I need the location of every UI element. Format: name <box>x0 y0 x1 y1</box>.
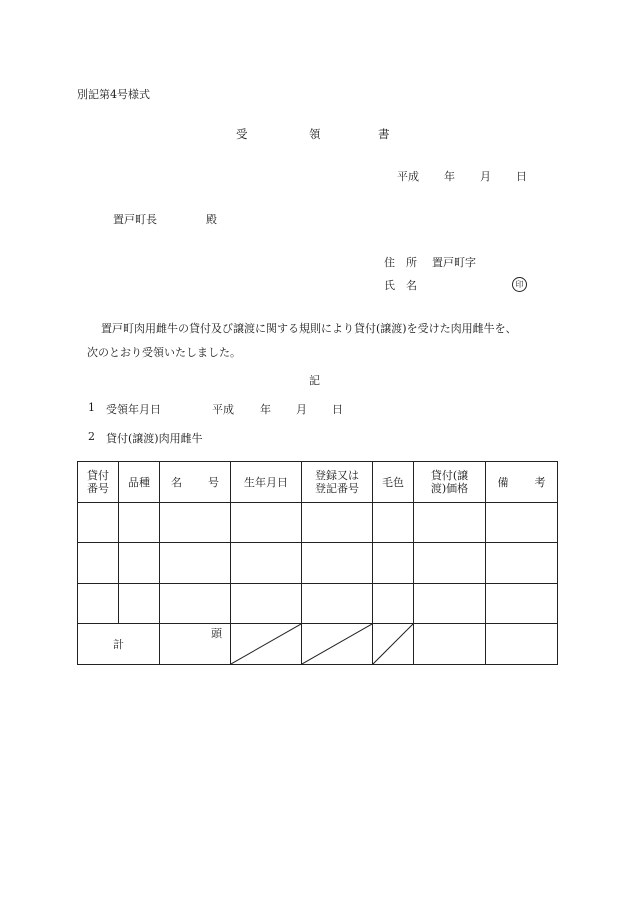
header-name <box>160 462 231 503</box>
table-row <box>78 543 558 584</box>
body-text-line2: 次のとおり受領いたしました。 <box>87 346 241 359</box>
header-price <box>414 462 486 503</box>
header-remarks-char2: 考 <box>534 475 546 489</box>
addressee-honorific: 殿 <box>206 213 217 226</box>
header-remarks-char1: 備 <box>497 475 509 489</box>
item1-number: 1 <box>88 401 95 414</box>
header-loan-number <box>78 462 119 503</box>
item1-month: 月 <box>296 403 307 416</box>
item1-era: 平成 <box>212 403 234 416</box>
header-remarks <box>486 462 558 503</box>
address-value: 置戸町字 <box>432 256 476 269</box>
total-head-count <box>160 624 231 665</box>
table-row <box>78 584 558 624</box>
item1-year: 年 <box>260 403 271 416</box>
header-registration-line1: 登録又は <box>315 469 359 482</box>
header-loan-number-line1: 貸付 <box>87 469 109 482</box>
table-row <box>78 503 558 543</box>
item1-label: 受領年月日 <box>106 403 161 416</box>
item2-number: 2 <box>88 430 95 443</box>
header-coat-color: 毛色 <box>373 462 414 503</box>
body-text-line1: 置戸町肉用雌牛の貸付及び譲渡に関する規則により貸付(譲渡)を受けた肉用雌牛を、 <box>101 322 517 335</box>
item1-day: 日 <box>332 403 343 416</box>
header-name-char1: 名 <box>171 475 182 489</box>
diagonal-cell-coat-color <box>373 624 414 665</box>
title-char-3: 書 <box>378 127 390 141</box>
date-year: 年 <box>444 170 455 183</box>
head-unit: 頭 <box>211 627 222 640</box>
cattle-table <box>77 461 558 665</box>
date-day: 日 <box>516 170 527 183</box>
diagonal-cell-registration <box>302 624 373 665</box>
date-month: 月 <box>480 170 491 183</box>
diagonal-cell-birthdate <box>231 624 302 665</box>
header-name-char2: 号 <box>208 475 219 489</box>
header-breed: 品種 <box>119 462 160 503</box>
item2-label: 貸付(譲渡)肉用雌牛 <box>106 432 203 445</box>
name-label: 氏 名 <box>384 279 417 292</box>
header-registration-line2: 登記番号 <box>315 482 359 495</box>
seal-mark: 印 <box>512 277 527 292</box>
header-price-line1: 貸付(譲 <box>430 469 469 482</box>
date-era: 平成 <box>397 170 419 183</box>
address-label: 住 所 <box>384 256 417 269</box>
title-char-1: 受 <box>236 127 248 141</box>
form-id: 別記第4号様式 <box>77 88 150 101</box>
table-header-row <box>78 462 558 503</box>
ki-heading: 記 <box>309 374 320 387</box>
header-birthdate: 生年月日 <box>231 462 302 503</box>
header-registration <box>302 462 373 503</box>
header-loan-number-line2: 番号 <box>87 482 109 495</box>
total-label: 計 <box>78 624 160 665</box>
header-price-line2: 渡)価格 <box>430 482 469 495</box>
table-total-row <box>78 624 558 665</box>
addressee-name: 置戸町長 <box>113 213 157 226</box>
title-char-2: 領 <box>309 127 321 141</box>
